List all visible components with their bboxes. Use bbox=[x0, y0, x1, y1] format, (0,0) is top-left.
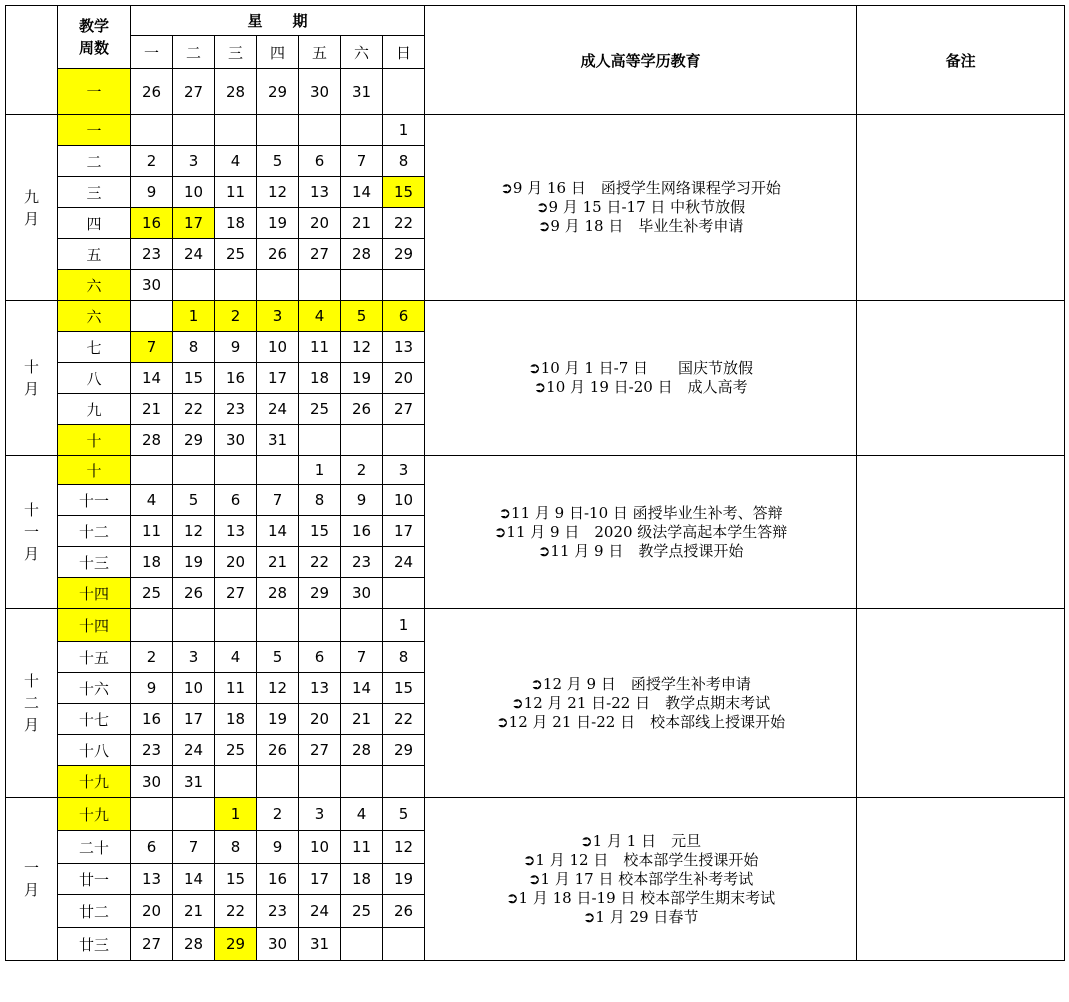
day-cell bbox=[131, 456, 173, 485]
day-cell: 25 bbox=[215, 239, 257, 270]
day-cell: 26 bbox=[341, 394, 383, 425]
week-number-cell: 十 bbox=[58, 425, 131, 456]
academic-calendar-table bbox=[5, 5, 1065, 961]
day-cell: 22 bbox=[383, 208, 425, 239]
day-cell bbox=[257, 270, 299, 301]
day-cell: 11 bbox=[299, 332, 341, 363]
day-cell: 21 bbox=[257, 547, 299, 578]
day-cell: 2 bbox=[257, 798, 299, 831]
day-cell: 12 bbox=[383, 831, 425, 864]
day-cell: 26 bbox=[131, 69, 173, 115]
day-cell: 28 bbox=[215, 69, 257, 115]
day-cell: 27 bbox=[215, 578, 257, 609]
month-label bbox=[6, 798, 58, 961]
day-cell: 3 bbox=[173, 642, 215, 673]
day-cell: 25 bbox=[341, 895, 383, 928]
day-cell: 13 bbox=[215, 516, 257, 547]
day-cell: 14 bbox=[341, 673, 383, 704]
week-number-cell: 五 bbox=[58, 239, 131, 270]
day-cell: 19 bbox=[173, 547, 215, 578]
day-cell: 1 bbox=[215, 798, 257, 831]
day-cell: 29 bbox=[215, 928, 257, 961]
day-cell: 15 bbox=[173, 363, 215, 394]
month-label-char: 二 bbox=[23, 694, 39, 712]
day-cell: 22 bbox=[173, 394, 215, 425]
month-label-char: 九 bbox=[23, 187, 39, 206]
day-cell bbox=[299, 609, 341, 642]
day-cell bbox=[257, 115, 299, 146]
day-cell: 20 bbox=[299, 704, 341, 735]
day-cell bbox=[341, 425, 383, 456]
education-events-cell bbox=[425, 301, 857, 456]
month-label bbox=[6, 115, 58, 301]
day-cell: 7 bbox=[341, 642, 383, 673]
day-cell bbox=[173, 609, 215, 642]
day-cell: 8 bbox=[299, 485, 341, 516]
day-cell bbox=[131, 115, 173, 146]
day-cell: 21 bbox=[341, 704, 383, 735]
day-cell bbox=[173, 798, 215, 831]
week-number-cell: 七 bbox=[58, 332, 131, 363]
day-cell: 16 bbox=[341, 516, 383, 547]
day-cell: 29 bbox=[383, 735, 425, 766]
day-cell: 17 bbox=[173, 704, 215, 735]
day-cell: 29 bbox=[173, 425, 215, 456]
weekday-sun: 日 bbox=[383, 36, 425, 69]
day-cell: 5 bbox=[257, 642, 299, 673]
day-cell: 31 bbox=[173, 766, 215, 798]
day-cell: 11 bbox=[131, 516, 173, 547]
weekday-tue: 二 bbox=[173, 36, 215, 69]
day-cell bbox=[341, 766, 383, 798]
day-cell: 4 bbox=[215, 642, 257, 673]
event-item: ➲9 月 15 日-17 日 中秋节放假 bbox=[535, 198, 746, 216]
weekday-fri: 五 bbox=[299, 36, 341, 69]
day-cell: 18 bbox=[341, 864, 383, 895]
day-cell: 20 bbox=[215, 547, 257, 578]
day-cell: 27 bbox=[299, 735, 341, 766]
day-cell: 17 bbox=[173, 208, 215, 239]
day-cell: 3 bbox=[383, 456, 425, 485]
day-cell: 17 bbox=[257, 363, 299, 394]
education-header: 成人高等学历教育 bbox=[425, 6, 857, 115]
day-cell bbox=[215, 456, 257, 485]
day-cell: 19 bbox=[257, 208, 299, 239]
day-cell: 16 bbox=[131, 704, 173, 735]
day-cell: 25 bbox=[131, 578, 173, 609]
day-cell: 19 bbox=[341, 363, 383, 394]
weekday-wed: 三 bbox=[215, 36, 257, 69]
day-cell bbox=[383, 578, 425, 609]
remarks-cell bbox=[857, 115, 1065, 301]
day-cell: 30 bbox=[131, 766, 173, 798]
day-cell: 15 bbox=[299, 516, 341, 547]
day-cell bbox=[131, 798, 173, 831]
day-cell bbox=[131, 301, 173, 332]
day-cell: 12 bbox=[257, 673, 299, 704]
day-cell bbox=[383, 69, 425, 115]
day-cell: 9 bbox=[215, 332, 257, 363]
day-cell: 29 bbox=[299, 578, 341, 609]
day-cell: 6 bbox=[215, 485, 257, 516]
day-cell bbox=[299, 766, 341, 798]
month-label-char: 月 bbox=[23, 545, 39, 563]
day-cell: 24 bbox=[299, 895, 341, 928]
day-cell: 15 bbox=[383, 177, 425, 208]
event-item: ➲10 月 1 日-7 日 国庆节放假 bbox=[528, 359, 754, 377]
month-label-char: 月 bbox=[23, 380, 39, 398]
event-item: ➲12 月 9 日 函授学生补考申请 bbox=[530, 674, 751, 693]
remarks-cell bbox=[857, 301, 1065, 456]
day-cell: 10 bbox=[257, 332, 299, 363]
day-cell: 11 bbox=[215, 177, 257, 208]
day-cell: 21 bbox=[341, 208, 383, 239]
day-cell: 30 bbox=[257, 928, 299, 961]
day-cell: 12 bbox=[173, 516, 215, 547]
week-number-cell: 十 bbox=[58, 456, 131, 485]
week-number-cell: 十四 bbox=[58, 609, 131, 642]
day-cell: 20 bbox=[131, 895, 173, 928]
day-cell: 21 bbox=[131, 394, 173, 425]
week-header-line1: 教学 bbox=[78, 17, 109, 35]
week-number-cell: 六 bbox=[58, 301, 131, 332]
day-cell bbox=[257, 609, 299, 642]
day-cell bbox=[215, 270, 257, 301]
day-cell: 30 bbox=[341, 578, 383, 609]
day-cell: 7 bbox=[173, 831, 215, 864]
day-cell: 22 bbox=[215, 895, 257, 928]
day-cell: 3 bbox=[299, 798, 341, 831]
event-item: ➲1 月 12 日 校本部学生授课开始 bbox=[522, 850, 759, 869]
day-cell: 2 bbox=[215, 301, 257, 332]
day-cell: 22 bbox=[383, 704, 425, 735]
day-cell bbox=[299, 425, 341, 456]
day-cell bbox=[173, 270, 215, 301]
education-events-cell bbox=[425, 456, 857, 609]
day-cell: 9 bbox=[257, 831, 299, 864]
day-cell: 1 bbox=[383, 115, 425, 146]
day-cell bbox=[257, 456, 299, 485]
month-label-char: 一 bbox=[23, 859, 39, 877]
day-cell: 9 bbox=[341, 485, 383, 516]
day-cell: 4 bbox=[299, 301, 341, 332]
day-cell: 28 bbox=[173, 928, 215, 961]
day-cell bbox=[131, 609, 173, 642]
remarks-cell bbox=[857, 456, 1065, 609]
day-cell: 14 bbox=[341, 177, 383, 208]
week-number-cell: 十三 bbox=[58, 547, 131, 578]
day-cell: 5 bbox=[383, 798, 425, 831]
day-cell: 20 bbox=[299, 208, 341, 239]
week-number-cell: 十九 bbox=[58, 798, 131, 831]
day-cell: 13 bbox=[299, 177, 341, 208]
week-number-cell: 十九 bbox=[58, 766, 131, 798]
day-cell: 27 bbox=[131, 928, 173, 961]
day-cell: 21 bbox=[173, 895, 215, 928]
day-cell: 29 bbox=[383, 239, 425, 270]
week-number-cell: 十四 bbox=[58, 578, 131, 609]
remarks-cell bbox=[857, 609, 1065, 798]
day-cell bbox=[341, 115, 383, 146]
day-cell: 3 bbox=[173, 146, 215, 177]
day-cell: 14 bbox=[257, 516, 299, 547]
day-cell: 13 bbox=[299, 673, 341, 704]
day-cell bbox=[215, 115, 257, 146]
day-cell: 2 bbox=[131, 146, 173, 177]
day-cell: 28 bbox=[257, 578, 299, 609]
event-item: ➲10 月 19 日-20 日 成人高考 bbox=[533, 378, 748, 396]
month-label-char: 十 bbox=[23, 501, 39, 519]
day-cell: 17 bbox=[299, 864, 341, 895]
day-cell bbox=[215, 609, 257, 642]
day-cell: 20 bbox=[383, 363, 425, 394]
day-cell: 5 bbox=[341, 301, 383, 332]
weekday-sat: 六 bbox=[341, 36, 383, 69]
day-cell: 10 bbox=[299, 831, 341, 864]
day-cell: 2 bbox=[341, 456, 383, 485]
week-number-cell: 廿三 bbox=[58, 928, 131, 961]
event-item: ➲9 月 16 日 函授学生网络课程学习开始 bbox=[500, 179, 781, 197]
week-number-cell: 十七 bbox=[58, 704, 131, 735]
week-number-cell: 十六 bbox=[58, 673, 131, 704]
day-cell: 10 bbox=[173, 177, 215, 208]
event-item: ➲11 月 9 日-10 日 函授毕业生补考、答辩 bbox=[498, 503, 783, 522]
month-label-char: 十 bbox=[23, 358, 39, 376]
day-cell: 30 bbox=[215, 425, 257, 456]
week-number-cell: 十八 bbox=[58, 735, 131, 766]
day-cell: 18 bbox=[215, 208, 257, 239]
month-label-char: 十 bbox=[23, 672, 39, 690]
education-events-cell bbox=[425, 115, 857, 301]
event-item: ➲1 月 17 日 校本部学生补考考试 bbox=[527, 869, 754, 888]
event-item: ➲1 月 18 日-19 日 校本部学生期末考试 bbox=[505, 888, 776, 907]
day-cell: 10 bbox=[173, 673, 215, 704]
week-number-cell: 十五 bbox=[58, 642, 131, 673]
day-cell: 16 bbox=[215, 363, 257, 394]
day-cell: 9 bbox=[131, 673, 173, 704]
day-cell: 15 bbox=[215, 864, 257, 895]
day-cell: 11 bbox=[215, 673, 257, 704]
event-item: ➲12 月 21 日-22 日 校本部线上授课开始 bbox=[496, 712, 786, 731]
day-cell: 27 bbox=[383, 394, 425, 425]
day-cell: 31 bbox=[257, 425, 299, 456]
day-cell bbox=[215, 766, 257, 798]
day-cell: 6 bbox=[299, 146, 341, 177]
day-cell: 7 bbox=[341, 146, 383, 177]
week-number-cell: 九 bbox=[58, 394, 131, 425]
month-label-char: 月 bbox=[23, 881, 39, 899]
day-cell: 27 bbox=[299, 239, 341, 270]
week-number-cell: 二 bbox=[58, 146, 131, 177]
day-cell: 11 bbox=[341, 831, 383, 864]
day-cell: 19 bbox=[257, 704, 299, 735]
month-label-char: 月 bbox=[23, 716, 39, 734]
event-item: ➲11 月 9 日 2020 级法学高起本学生答辩 bbox=[493, 522, 788, 541]
week-number-cell: 十一 bbox=[58, 485, 131, 516]
day-cell: 25 bbox=[299, 394, 341, 425]
weekday-thu: 四 bbox=[257, 36, 299, 69]
day-cell: 24 bbox=[173, 735, 215, 766]
day-cell: 4 bbox=[131, 485, 173, 516]
week-number-cell: 廿二 bbox=[58, 895, 131, 928]
day-cell: 6 bbox=[383, 301, 425, 332]
weekday-mon: 一 bbox=[131, 36, 173, 69]
day-cell: 26 bbox=[257, 239, 299, 270]
month-label bbox=[6, 456, 58, 609]
weekday-title: 星 期 bbox=[131, 6, 425, 36]
week-number-cell: 八 bbox=[58, 363, 131, 394]
remarks-cell bbox=[857, 798, 1065, 961]
day-cell bbox=[173, 456, 215, 485]
month-label-char: 一 bbox=[23, 523, 39, 541]
day-cell: 23 bbox=[131, 735, 173, 766]
day-cell: 16 bbox=[257, 864, 299, 895]
day-cell: 12 bbox=[257, 177, 299, 208]
day-cell: 8 bbox=[383, 642, 425, 673]
week-number-cell: 廿一 bbox=[58, 864, 131, 895]
month-label bbox=[6, 609, 58, 798]
week-number-cell: 十二 bbox=[58, 516, 131, 547]
day-cell bbox=[383, 425, 425, 456]
day-cell: 1 bbox=[299, 456, 341, 485]
day-cell: 31 bbox=[299, 928, 341, 961]
day-cell: 16 bbox=[131, 208, 173, 239]
day-cell: 28 bbox=[341, 735, 383, 766]
month-label-char: 月 bbox=[23, 209, 39, 228]
day-cell: 6 bbox=[299, 642, 341, 673]
day-cell: 25 bbox=[215, 735, 257, 766]
day-cell: 2 bbox=[131, 642, 173, 673]
day-cell: 30 bbox=[299, 69, 341, 115]
day-cell: 27 bbox=[173, 69, 215, 115]
day-cell bbox=[173, 115, 215, 146]
day-cell: 17 bbox=[383, 516, 425, 547]
day-cell: 9 bbox=[131, 177, 173, 208]
day-cell: 19 bbox=[383, 864, 425, 895]
day-cell: 7 bbox=[257, 485, 299, 516]
day-cell: 28 bbox=[131, 425, 173, 456]
day-cell: 8 bbox=[215, 831, 257, 864]
week-number-cell: 一 bbox=[58, 69, 131, 115]
day-cell: 18 bbox=[215, 704, 257, 735]
day-cell: 5 bbox=[173, 485, 215, 516]
day-cell: 26 bbox=[383, 895, 425, 928]
event-item: ➲9 月 18 日 毕业生补考申请 bbox=[537, 217, 744, 235]
day-cell: 24 bbox=[173, 239, 215, 270]
day-cell bbox=[299, 270, 341, 301]
day-cell: 18 bbox=[299, 363, 341, 394]
day-cell: 31 bbox=[341, 69, 383, 115]
day-cell: 6 bbox=[131, 831, 173, 864]
day-cell: 3 bbox=[257, 301, 299, 332]
day-cell: 23 bbox=[215, 394, 257, 425]
day-cell: 4 bbox=[215, 146, 257, 177]
day-cell: 14 bbox=[173, 864, 215, 895]
day-cell bbox=[341, 928, 383, 961]
day-cell bbox=[383, 766, 425, 798]
day-cell: 29 bbox=[257, 69, 299, 115]
day-cell: 15 bbox=[383, 673, 425, 704]
day-cell: 14 bbox=[131, 363, 173, 394]
day-cell: 8 bbox=[173, 332, 215, 363]
day-cell: 24 bbox=[383, 547, 425, 578]
day-cell bbox=[299, 115, 341, 146]
day-cell: 23 bbox=[341, 547, 383, 578]
corner-cell bbox=[6, 6, 58, 115]
day-cell: 26 bbox=[257, 735, 299, 766]
event-item: ➲11 月 9 日 教学点授课开始 bbox=[537, 541, 744, 560]
day-cell: 24 bbox=[257, 394, 299, 425]
week-number-cell: 六 bbox=[58, 270, 131, 301]
week-number-cell: 二十 bbox=[58, 831, 131, 864]
week-header-line2: 周数 bbox=[78, 39, 109, 57]
day-cell bbox=[383, 928, 425, 961]
event-item: ➲1 月 29 日春节 bbox=[582, 907, 699, 926]
day-cell: 1 bbox=[383, 609, 425, 642]
day-cell: 13 bbox=[383, 332, 425, 363]
day-cell: 22 bbox=[299, 547, 341, 578]
event-item: ➲12 月 21 日-22 日 教学点期末考试 bbox=[511, 693, 771, 712]
day-cell: 23 bbox=[131, 239, 173, 270]
day-cell: 12 bbox=[341, 332, 383, 363]
week-number-cell: 四 bbox=[58, 208, 131, 239]
day-cell bbox=[383, 270, 425, 301]
day-cell: 4 bbox=[341, 798, 383, 831]
week-number-cell: 三 bbox=[58, 177, 131, 208]
week-number-cell: 一 bbox=[58, 115, 131, 146]
event-item: ➲1 月 1 日 元旦 bbox=[580, 831, 702, 850]
day-cell: 1 bbox=[173, 301, 215, 332]
day-cell: 8 bbox=[383, 146, 425, 177]
day-cell bbox=[341, 609, 383, 642]
day-cell: 26 bbox=[173, 578, 215, 609]
day-cell: 18 bbox=[131, 547, 173, 578]
day-cell: 28 bbox=[341, 239, 383, 270]
day-cell: 5 bbox=[257, 146, 299, 177]
education-events-cell bbox=[425, 798, 857, 961]
remarks-header: 备注 bbox=[857, 6, 1065, 115]
month-label bbox=[6, 301, 58, 456]
day-cell: 30 bbox=[131, 270, 173, 301]
teaching-week-header bbox=[58, 6, 131, 69]
day-cell bbox=[341, 270, 383, 301]
day-cell bbox=[257, 766, 299, 798]
education-events-cell bbox=[425, 609, 857, 798]
day-cell: 10 bbox=[383, 485, 425, 516]
day-cell: 7 bbox=[131, 332, 173, 363]
day-cell: 13 bbox=[131, 864, 173, 895]
day-cell: 23 bbox=[257, 895, 299, 928]
